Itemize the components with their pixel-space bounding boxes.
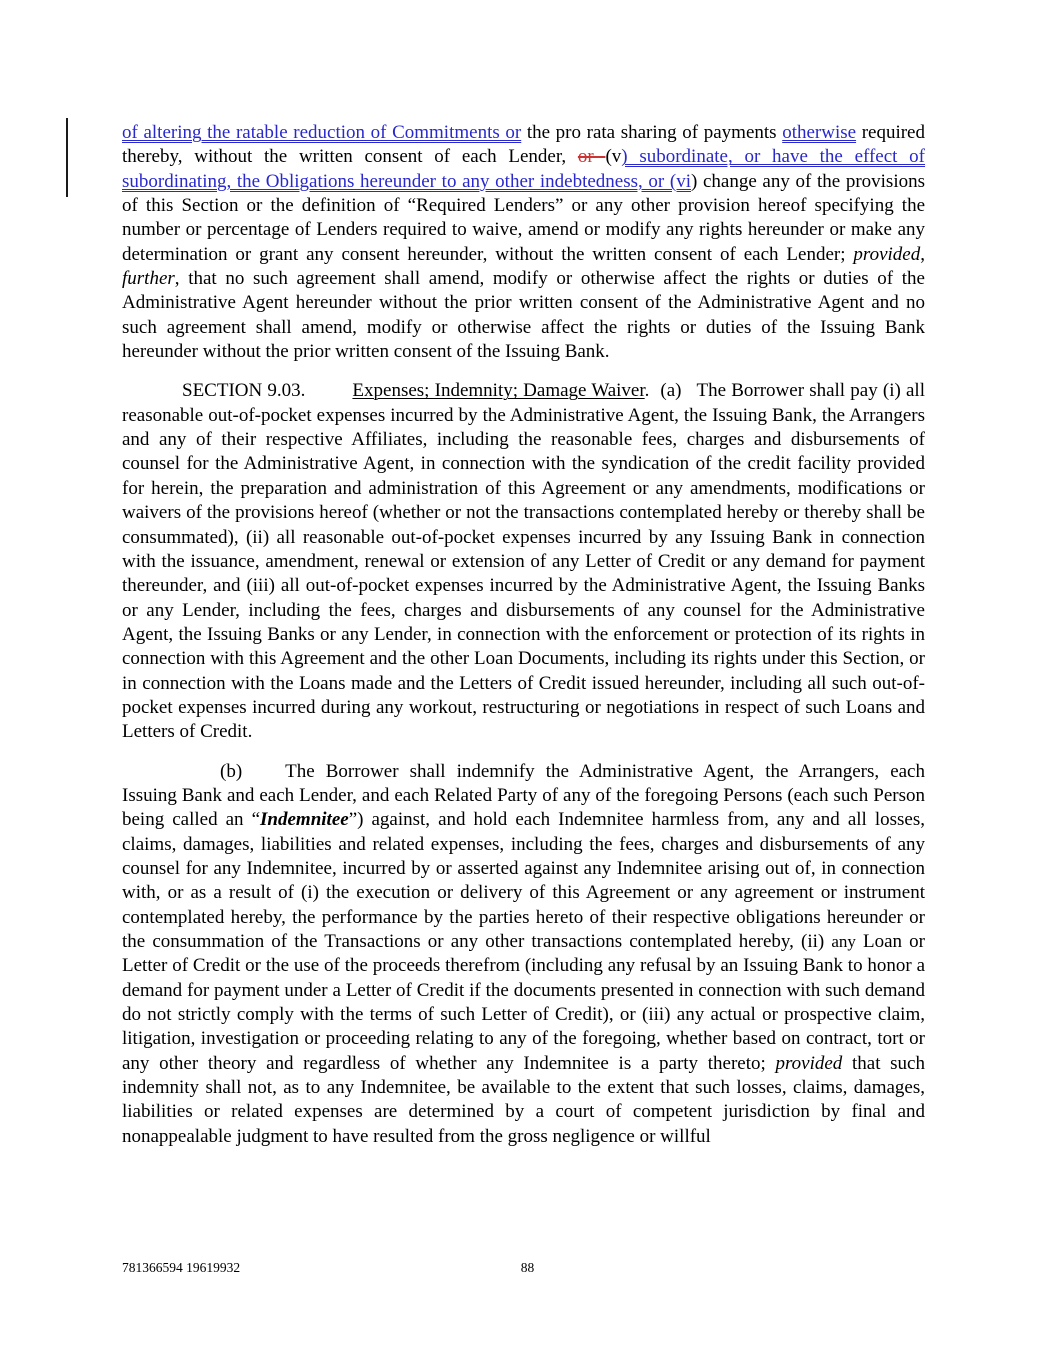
body-text: , that no such agreement shall amend, modify or otherwise affect the rights or duties of the Administrative Agent hereunder without the prior written consent of the Administrative Agent and no such agreement shall amend, modify or otherwise affect the rights or duties of the Issuing Bank hereunder without the prior written consent of the Issuing Bank.	[122, 268, 925, 363]
body-text: that such indemnity shall not, as to any Indemnitee, be available to the extent that such losses, claims, damages, liabilities or related expenses are determined by a court of competent jurisdiction by final and nonappealable judgment to have resulted from the gross negligence or willful	[122, 1052, 925, 1147]
paragraph-amendment-redline	[122, 121, 925, 364]
section-label: SECTION 9.03.	[182, 380, 306, 402]
italic-provided: provided	[853, 243, 921, 265]
body-text-small: any	[831, 932, 856, 951]
body-text: ) change any of the provisions of this Section or the definition of “Required Lenders” or any other provision hereof specifying the number or percentage of Lenders required to waive, amend or modify any rights hereunder or make any determination or grant any consent hereunder, without the written consent of each Lender;	[122, 170, 925, 265]
clause-b-label: (b)	[220, 760, 243, 782]
document-content	[122, 121, 925, 1149]
paragraph-section-903	[122, 379, 925, 744]
body-text: The Borrower shall indemnify the Administrative Agent, the Arrangers, each Issuing Bank and each Lender, and each Related Party of any of the foregoing Persons (each such Person being called an “	[122, 760, 925, 831]
body-text: ,	[920, 243, 925, 265]
italic-provided: provided	[775, 1052, 843, 1074]
body-text: The Borrower shall pay (i) all reasonable out-of-pocket expenses incurred by the Administrative Agent, the Issuing Bank, the Arrangers and any of their respective Affiliates, including the reasonable fees, charges and disbursements of counsel for the Administrative Agent, in connection with the syndication of the credit facility provided for herein, the preparation and administration of this Agreement or any amendments, modifications or waivers of the provisions hereof (whether or not the transactions contemplated hereby or thereby shall be consummated), (ii) all reasonable out-of-pocket expenses incurred by any Issuing Bank in connection with the issuance, amendment, renewal or extension of any Letter of Credit or any demand for payment thereunder, and (iii) all out-of-pocket expenses incurred by the Administrative Agent, the Issuing Banks or any Lender, including the fees, charges and disbursements of any counsel for the Administrative Agent, the Issuing Banks or any Lender, in connection with the enforcement or protection of its rights in connection with this Agreement and the other Loan Documents, including its rights under this Section, or in connection with the Loans made and the Letters of Credit issued hereunder, including all such out-of-pocket expenses incurred during any workout, restructuring or negotiations in respect of such Loans and Letters of Credit.	[122, 380, 925, 743]
inserted-text-3: ) subordinate, or have the effect of subordinating, the Obligations hereunder to any other indebtedness, or (vi	[122, 146, 926, 192]
body-text: required thereby, without the written consent of each Lender,	[122, 122, 925, 168]
section-heading: Expenses; Indemnity; Damage Waiver	[352, 380, 645, 402]
italic-further: further	[122, 268, 175, 290]
body-text: the pro rata sharing of payments	[521, 122, 783, 143]
paragraph-indemnity	[122, 760, 925, 1150]
body-text: Loan or Letter of Credit or the use of the proceeds therefrom (including any refusal by an Issuing Bank to honor a demand for payment under a Letter of Credit if the documents presented in connection with such demand do not strictly comply with the terms of such Letter of Credit), or (iii) any actual or prospective claim, litigation, investigation or proceeding relating to any of the foregoing, whether based on contract, tort or any other theory and regardless of whether any Indemnitee is a party thereto;	[122, 931, 925, 1074]
body-text: (v	[605, 146, 622, 168]
deleted-text: or	[577, 146, 606, 168]
inserted-text-1: of altering the ratable reduction of Commitments or	[122, 122, 522, 143]
clause-a-label: (a)	[660, 380, 682, 402]
page-footer	[0, 1260, 1055, 1276]
body-text: .	[644, 380, 650, 402]
footer-doc-id: 781366594 19619932	[122, 1260, 241, 1275]
inserted-text-2: otherwise	[782, 122, 857, 143]
change-bar	[66, 118, 68, 197]
page-number: 88	[520, 1260, 535, 1275]
defined-term-indemnitee: Indemnitee	[260, 809, 349, 831]
body-text: ”) against, and hold each Indemnitee harmless from, any and all losses, claims, damages, liabilities and related expenses, including the fees, charges and disbursements of any counsel for any Indemnitee, incurred by or asserted against any Indemnitee arising out of, in connection with, or as a result of (i) the execution or delivery of this Agreement or any agreement or instrument contemplated hereby, the performance by the parties hereto of their respective obligations hereunder or the consummation of the Transactions or any other transactions contemplated hereby, (ii)	[122, 809, 925, 952]
